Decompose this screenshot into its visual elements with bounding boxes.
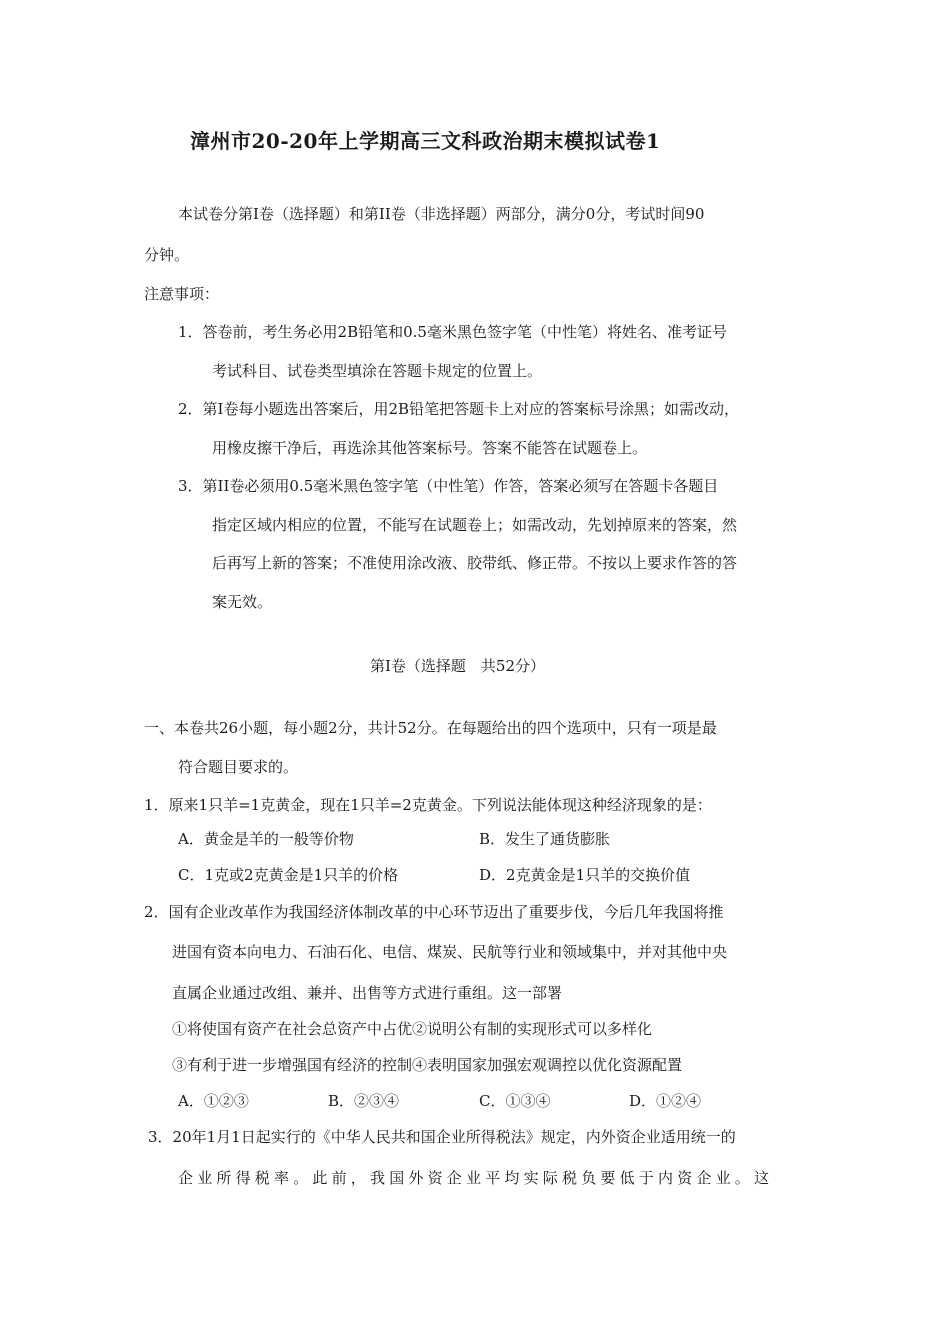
note-1-line-2: 考试科目、试卷类型填涂在答题卡规定的位置上。 [212, 362, 543, 380]
question-2-option-c: C．①③④ [479, 1092, 551, 1110]
intro-line-2: 分钟。 [144, 246, 190, 264]
section-heading: 第Ⅰ卷（选择题 共52分） [370, 657, 546, 675]
question-1-option-d: D．2克黄金是1只羊的交换价值 [479, 866, 691, 884]
question-2-stem-line-3: 直属企业通过改组、兼并、出售等方式进行重组。这一部署 [172, 984, 563, 1002]
section-instruction-line-1: 一、本卷共26小题，每小题2分，共计52分。在每题给出的四个选项中，只有一项是最 [144, 719, 717, 737]
intro-line-1: 本试卷分第Ⅰ卷（选择题）和第II卷（非选择题）两部分，满分0分，考试时间90 [178, 205, 705, 223]
note-3-line-4: 案无效。 [212, 593, 273, 611]
question-2-stem-line-1: 2．国有企业改革作为我国经济体制改革的中心环节迈出了重要步伐，今后几年我国将推 [144, 903, 724, 921]
page-title: 漳州市20-20年上学期高三文科政治期末模拟试卷1 [190, 129, 661, 153]
question-2-choices-line-1: ①将使国有资产在社会总资产中占优②说明公有制的实现形式可以多样化 [172, 1020, 653, 1038]
note-3-line-2: 指定区域内相应的位置，不能写在试题卷上；如需改动，先划掉原来的答案，然 [212, 516, 738, 534]
question-2-stem-line-2: 进国有资本向电力、石油石化、电信、煤炭、民航等行业和领域集中，并对其他中央 [172, 943, 728, 961]
question-2-choices-line-2: ③有利于进一步增强国有经济的控制④表明国家加强宏观调控以优化资源配置 [172, 1056, 683, 1074]
notes-heading: 注意事项： [144, 285, 220, 303]
question-1-option-a: A．黄金是羊的一般等价物 [178, 830, 354, 848]
note-2-line-2: 用橡皮擦干净后，再选涂其他答案标号。答案不能答在试题卷上。 [212, 439, 648, 457]
note-2-line-1: 2．第Ⅰ卷每小题选出答案后，用2B铅笔把答题卡上对应的答案标号涂黑；如需改动， [178, 400, 740, 418]
question-1-stem: 1．原来1只羊=1克黄金，现在1只羊=2克黄金。下列说法能体现这种经济现象的是： [144, 796, 712, 814]
question-1-option-c: C．1克或2克黄金是1只羊的价格 [178, 866, 399, 884]
question-3-stem-line-2: 企业所得税率。此前，我国外资企业平均实际税负要低于内资企业。这 [178, 1169, 774, 1187]
note-3-line-1: 3．第II卷必须用0.5毫米黑色签字笔（中性笔）作答，答案必须写在答题卡各题目 [178, 477, 719, 495]
section-instruction-line-2: 符合题目要求的。 [178, 758, 299, 776]
question-2-option-a: A．①②③ [178, 1092, 249, 1110]
note-1-line-1: 1．答卷前，考生务必用2B铅笔和0.5毫米黑色签字笔（中性笔）将姓名、准考证号 [178, 323, 727, 341]
question-2-option-b: B．②③④ [328, 1092, 400, 1110]
note-3-line-3: 后再写上新的答案；不准使用涂改液、胶带纸、修正带。不按以上要求作答的答 [212, 554, 738, 572]
question-3-stem-line-1: 3．20年1月1日起实行的《中华人民共和国企业所得税法》规定，内外资企业适用统一的 [148, 1128, 736, 1146]
question-2-option-d: D．①②④ [629, 1092, 702, 1110]
question-1-option-b: B．发生了通货膨胀 [479, 830, 611, 848]
